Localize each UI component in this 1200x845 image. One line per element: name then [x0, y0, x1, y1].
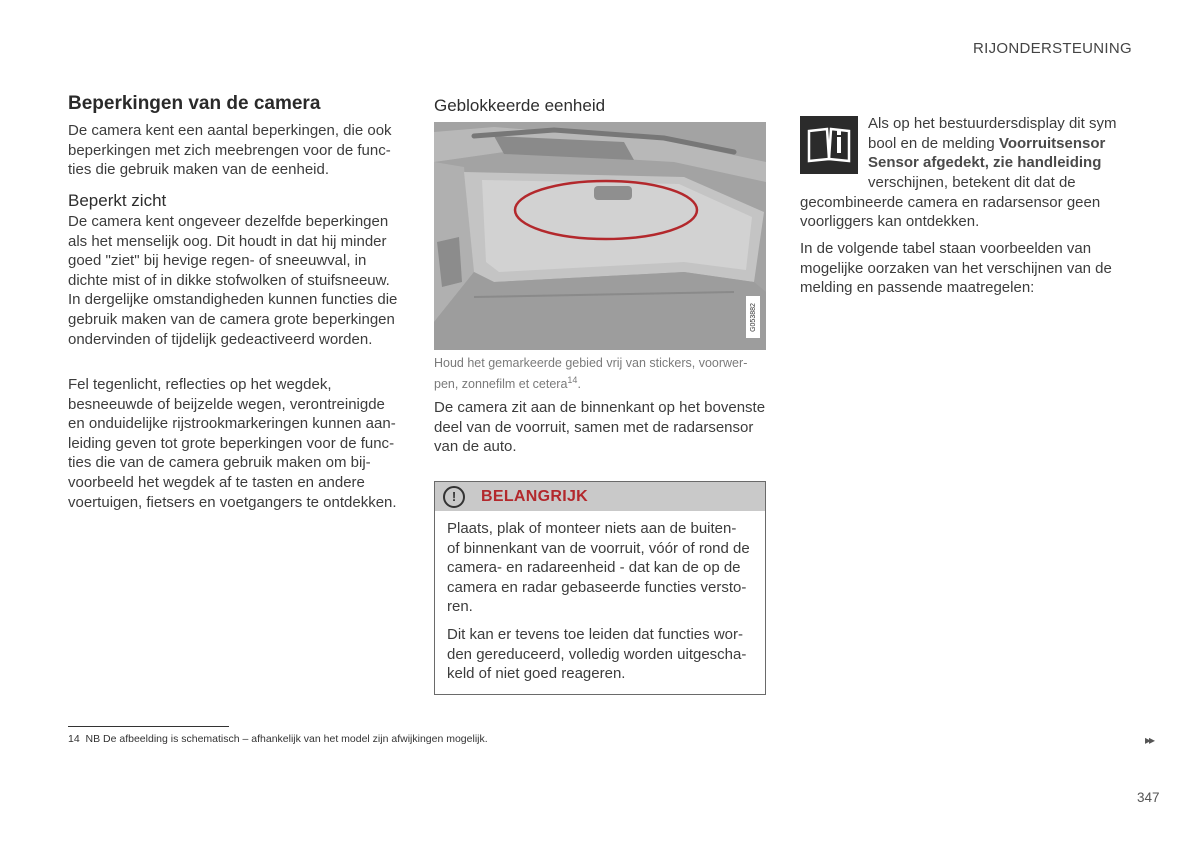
warning-header [435, 482, 765, 511]
footnote-divider [68, 726, 229, 727]
table-intro-paragraph: In de volgende tabel staan voorbeelden van mogelijke oorzaken van het verschijnen van de melding en passende maatregelen: [800, 240, 1112, 297]
symbol-text-line3: verschijnen, betekent dit dat de gecombineerde camera en radarsensor geen voorliggers kan ontdekken. [800, 174, 1101, 231]
subtitle-beperkt-zicht: Beperkt zicht [68, 191, 167, 210]
body-paragraph-2: Fel tegenlicht, reflecties op het wegdek, besneeuwde of beijzelde wegen, verontreinigde en onduidelijke rijstrookmarkeringen kunnen aanleiding geven tot grote beperkingen voor de functies die van de camera gebruik maken om bijvoorbeeld het wegdek af te tasten en andere voertuigen, fietsers en voetgangers te ontdekken. [68, 376, 397, 511]
caption-end: . [577, 377, 581, 392]
intro-paragraph: De camera kent een aantal beperkingen, die ook beperkingen met zich meebrengen voor de functies die gebruik maken van de eenheid. [68, 122, 392, 179]
footnote-text: NB De afbeelding is schematisch – afhankelijk van het model zijn afwijkingen mogelijk. [85, 733, 488, 745]
windshield-illustration [434, 122, 766, 350]
camera-location-paragraph: De camera zit aan de binnenkant op het bovenste deel van de voorruit, samen met de radarsensor van de auto. [434, 399, 766, 456]
manual-book-icon [800, 116, 858, 174]
section-header: RIJONDERSTEUNING [973, 40, 1132, 57]
footnote-number: 14 [68, 733, 80, 745]
footnote-ref[interactable]: 14 [567, 375, 578, 385]
figure-code: G053882 [749, 302, 757, 332]
symbol-paragraph-rest [800, 173, 1132, 232]
footnote [68, 733, 488, 745]
page-title: Beperkingen van de camera [68, 93, 321, 114]
next-page-arrow-icon[interactable]: ▸▸ [1145, 733, 1154, 747]
warning-box [434, 481, 766, 695]
symbol-text-line2: bool en de melding [868, 134, 999, 152]
display-message: Voorruitsensor Sensor afgedekt, zie handleiding [868, 134, 1106, 172]
symbol-text-line1: Als op het bestuurdersdisplay dit sym [868, 115, 1117, 132]
caption-text: Houd het gemarkeerde gebied vrij van stickers, voorwerpen, zonnefilm et cetera [434, 356, 748, 392]
page-number: 347 [1137, 790, 1160, 805]
symbol-paragraph-top [868, 114, 1132, 173]
figure-caption [434, 355, 766, 393]
subtitle-geblokkeerde-eenheid: Geblokkeerde eenheid [434, 96, 606, 115]
body-paragraph-1: De camera kent ongeveer dezelfde beperkingen als het menselijk oog. Dit houdt in dat hij minder goed "ziet" bij hevige regen- of sneeuwval, in dichte mist of in dikke stofwolken of stuifsneeuw. In dergelijke omstandigheden kunnen functies die gebruik maken van de camera grote beperkingen ondervinden of tijdelijk gedeactiveerd worden. [68, 213, 398, 348]
warning-paragraph-2: Dit kan er tevens toe leiden dat functies worden gereduceerd, volledig worden uitgeschakeld of niet goed reageren. [447, 625, 747, 683]
car-windshield-drawing [434, 122, 766, 350]
warning-paragraph-1: Plaats, plak of monteer niets aan de buiten- of binnenkant van de voorruit, vóór of rond de camera- en radareenheid - dat kan de op de camera en radar gebaseerde functies verstoren. [447, 520, 750, 616]
warning-body [435, 511, 765, 694]
exclamation-icon: ! [443, 486, 465, 508]
warning-label: BELANGRIJK [481, 487, 589, 505]
